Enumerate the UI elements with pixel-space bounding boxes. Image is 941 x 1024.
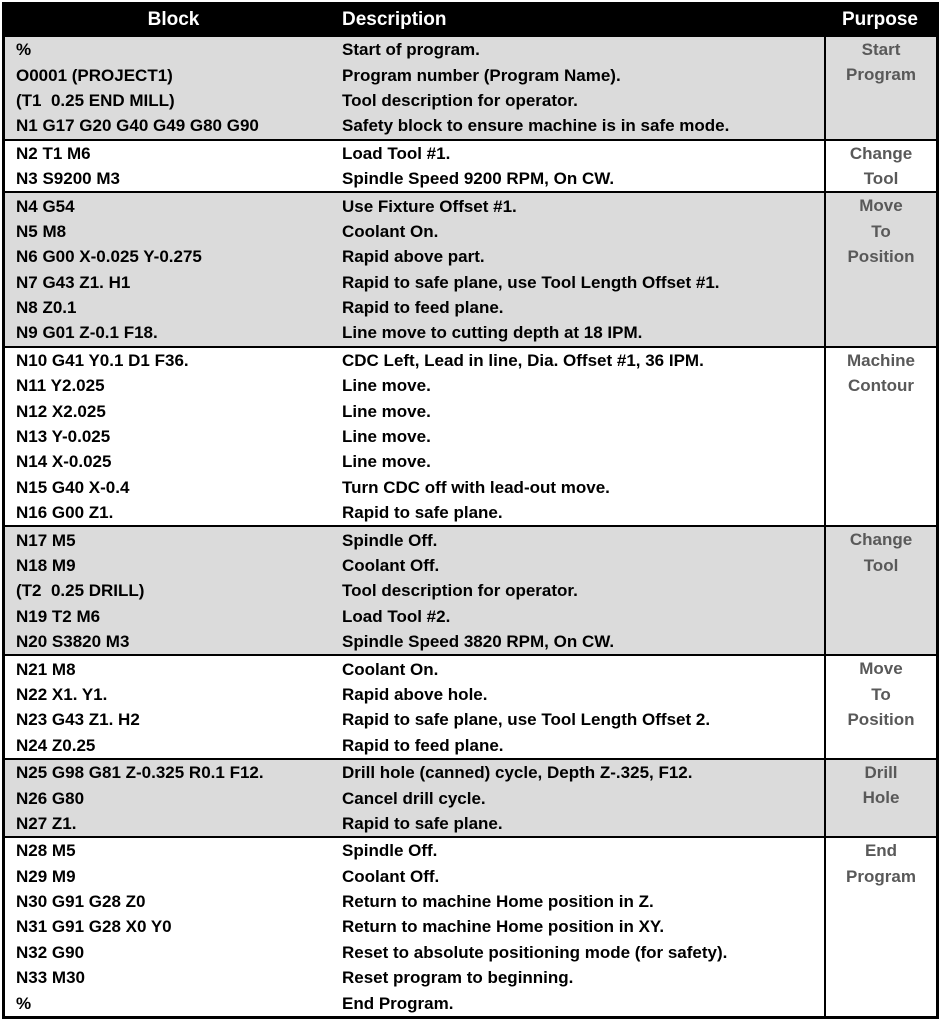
purpose-label-line: Hole — [862, 788, 900, 808]
purpose-group — [5, 525, 936, 654]
table-header-row — [5, 5, 936, 35]
block-cell: N13 Y-0.025 — [16, 427, 111, 447]
block-cell: N33 M30 — [16, 968, 85, 988]
description-cell: Rapid to feed plane. — [342, 735, 504, 755]
block-cell: N3 S9200 M3 — [16, 169, 120, 189]
block-cell: N17 M5 — [16, 530, 76, 550]
block-cell: N4 G54 — [16, 196, 75, 216]
purpose-label-line: Program — [846, 866, 916, 886]
block-cell: % — [16, 40, 32, 60]
block-cell: N16 G00 Z1. — [16, 503, 114, 523]
block-cell: N24 Z0.25 — [16, 735, 96, 755]
purpose-label-line: Start — [861, 40, 901, 59]
description-cell: Coolant Off. — [342, 866, 440, 886]
block-cell: N10 G41 Y0.1 D1 F36. — [16, 350, 189, 370]
block-cell: N2 T1 M6 — [16, 143, 91, 163]
description-cell: Use Fixture Offset #1. — [342, 196, 517, 216]
purpose-cell — [824, 193, 936, 345]
description-cell: Rapid to feed plane. — [342, 298, 504, 318]
description-cell: Tool description for operator. — [342, 90, 578, 110]
description-cell: Rapid to safe plane, use Tool Length Offset #1. — [342, 272, 720, 292]
purpose-label-line: Tool — [863, 168, 899, 188]
gcode-program-table — [2, 2, 939, 1019]
purpose-label-line: Machine — [846, 350, 916, 370]
block-cell: N30 G91 G28 Z0 — [16, 892, 146, 912]
purpose-label-line: To — [871, 684, 891, 704]
block-cell: O0001 (PROJECT1) — [16, 65, 173, 85]
table-body — [5, 35, 936, 1016]
purpose-cell — [824, 760, 936, 836]
block-cell: N12 X2.025 — [16, 401, 106, 421]
purpose-group — [5, 139, 936, 192]
description-cell: Rapid above part. — [342, 247, 485, 267]
block-cell: N14 X-0.025 — [16, 452, 112, 472]
description-cell: Turn CDC off with lead-out move. — [342, 477, 610, 497]
block-cell: N23 G43 Z1. H2 — [16, 710, 140, 730]
purpose-group — [5, 191, 936, 345]
description-cell: Line move. — [342, 376, 431, 396]
block-cell: N18 M9 — [16, 556, 76, 575]
purpose-group — [5, 346, 936, 526]
block-cell: N15 G40 X-0.4 — [16, 477, 130, 497]
description-cell: Spindle Speed 9200 RPM, On CW. — [342, 169, 615, 189]
description-cell: Load Tool #1. — [342, 143, 451, 163]
block-cell: N7 G43 Z1. H1 — [16, 272, 131, 292]
column-header-purpose: Purpose — [841, 9, 919, 30]
purpose-cell — [824, 527, 936, 654]
purpose-label-line: Drill — [864, 762, 898, 782]
description-cell: Cancel drill cycle. — [342, 788, 486, 808]
description-cell: Coolant On. — [342, 659, 439, 679]
purpose-label-line: Program — [846, 65, 916, 85]
purpose-group — [5, 654, 936, 758]
description-cell: Load Tool #2. — [342, 606, 451, 626]
purpose-label-line: Move — [859, 196, 903, 216]
description-cell: End Program. — [342, 993, 454, 1013]
block-cell: N29 M9 — [16, 866, 76, 886]
purpose-cell — [824, 348, 936, 526]
description-cell: Safety block to ensure machine is in safe mode. — [342, 116, 730, 136]
description-cell: Drill hole (canned) cycle, Depth Z-.325, F12. — [342, 763, 693, 783]
purpose-group — [5, 35, 936, 139]
block-cell: N25 G98 G81 Z-0.325 R0.1 F12. — [16, 763, 264, 783]
purpose-group — [5, 758, 936, 836]
purpose-label-line: Position — [847, 247, 915, 267]
block-cell: N6 G00 X-0.025 Y-0.275 — [16, 247, 202, 267]
block-cell: N32 G90 — [16, 942, 85, 962]
description-cell: Return to machine Home position in XY. — [342, 917, 665, 937]
block-cell: N31 G91 G28 X0 Y0 — [16, 917, 172, 937]
description-cell: Rapid to safe plane, use Tool Length Offset 2. — [342, 710, 711, 730]
description-cell: Coolant Off. — [342, 556, 440, 575]
purpose-label-line: Tool — [863, 555, 899, 575]
block-cell: N19 T2 M6 — [16, 606, 101, 626]
purpose-label-line: Move — [859, 659, 903, 679]
block-cell: N28 M5 — [16, 841, 76, 861]
description-cell: Spindle Off. — [342, 530, 438, 550]
block-cell: N1 G17 G20 G40 G49 G80 G90 — [16, 116, 259, 136]
block-cell: % — [16, 993, 32, 1013]
description-cell: Rapid to safe plane. — [342, 503, 503, 523]
description-cell: Spindle Speed 3820 RPM, On CW. — [342, 632, 615, 652]
block-cell: N9 G01 Z-0.1 F18. — [16, 323, 158, 343]
description-cell: Rapid above hole. — [342, 684, 488, 704]
description-cell: CDC Left, Lead in line, Dia. Offset #1, 36 IPM. — [342, 350, 704, 370]
description-cell: Start of program. — [342, 40, 480, 60]
description-cell: Reset program to beginning. — [342, 968, 574, 988]
block-cell: N27 Z1. — [16, 813, 77, 833]
purpose-label-line: Contour — [847, 376, 915, 396]
column-header-block: Block — [147, 9, 200, 30]
description-cell: Program number (Program Name). — [342, 65, 621, 85]
description-cell: Rapid to safe plane. — [342, 813, 503, 833]
description-cell: Line move. — [342, 452, 431, 472]
description-cell: Tool description for operator. — [342, 581, 578, 601]
purpose-cell — [824, 838, 936, 1016]
description-cell: Line move. — [342, 401, 431, 421]
block-cell: N21 M8 — [16, 659, 76, 679]
block-cell: N20 S3820 M3 — [16, 632, 130, 652]
description-cell: Return to machine Home position in Z. — [342, 892, 654, 912]
block-cell: N26 G80 — [16, 788, 85, 808]
block-cell: N5 M8 — [16, 221, 67, 241]
purpose-label-line: Change — [849, 143, 913, 163]
purpose-label-line: End — [864, 841, 898, 861]
purpose-group — [5, 836, 936, 1016]
purpose-cell — [824, 141, 936, 192]
description-cell: Line move to cutting depth at 18 IPM. — [342, 323, 643, 343]
column-header-description: Description — [342, 9, 447, 30]
block-cell: N8 Z0.1 — [16, 298, 77, 318]
block-cell: N11 Y2.025 — [16, 376, 105, 396]
description-cell: Coolant On. — [342, 221, 439, 241]
purpose-cell — [824, 37, 936, 139]
block-cell: (T2 0.25 DRILL) — [16, 581, 145, 601]
block-cell: N22 X1. Y1. — [16, 684, 108, 704]
description-cell: Reset to absolute positioning mode (for safety). — [342, 942, 728, 962]
description-cell: Line move. — [342, 427, 431, 447]
purpose-label-line: Position — [847, 710, 915, 730]
purpose-label-line: Change — [849, 530, 913, 550]
block-cell: (T1 0.25 END MILL) — [16, 90, 175, 110]
purpose-cell — [824, 656, 936, 758]
purpose-label-line: To — [871, 221, 891, 241]
description-cell: Spindle Off. — [342, 841, 438, 861]
